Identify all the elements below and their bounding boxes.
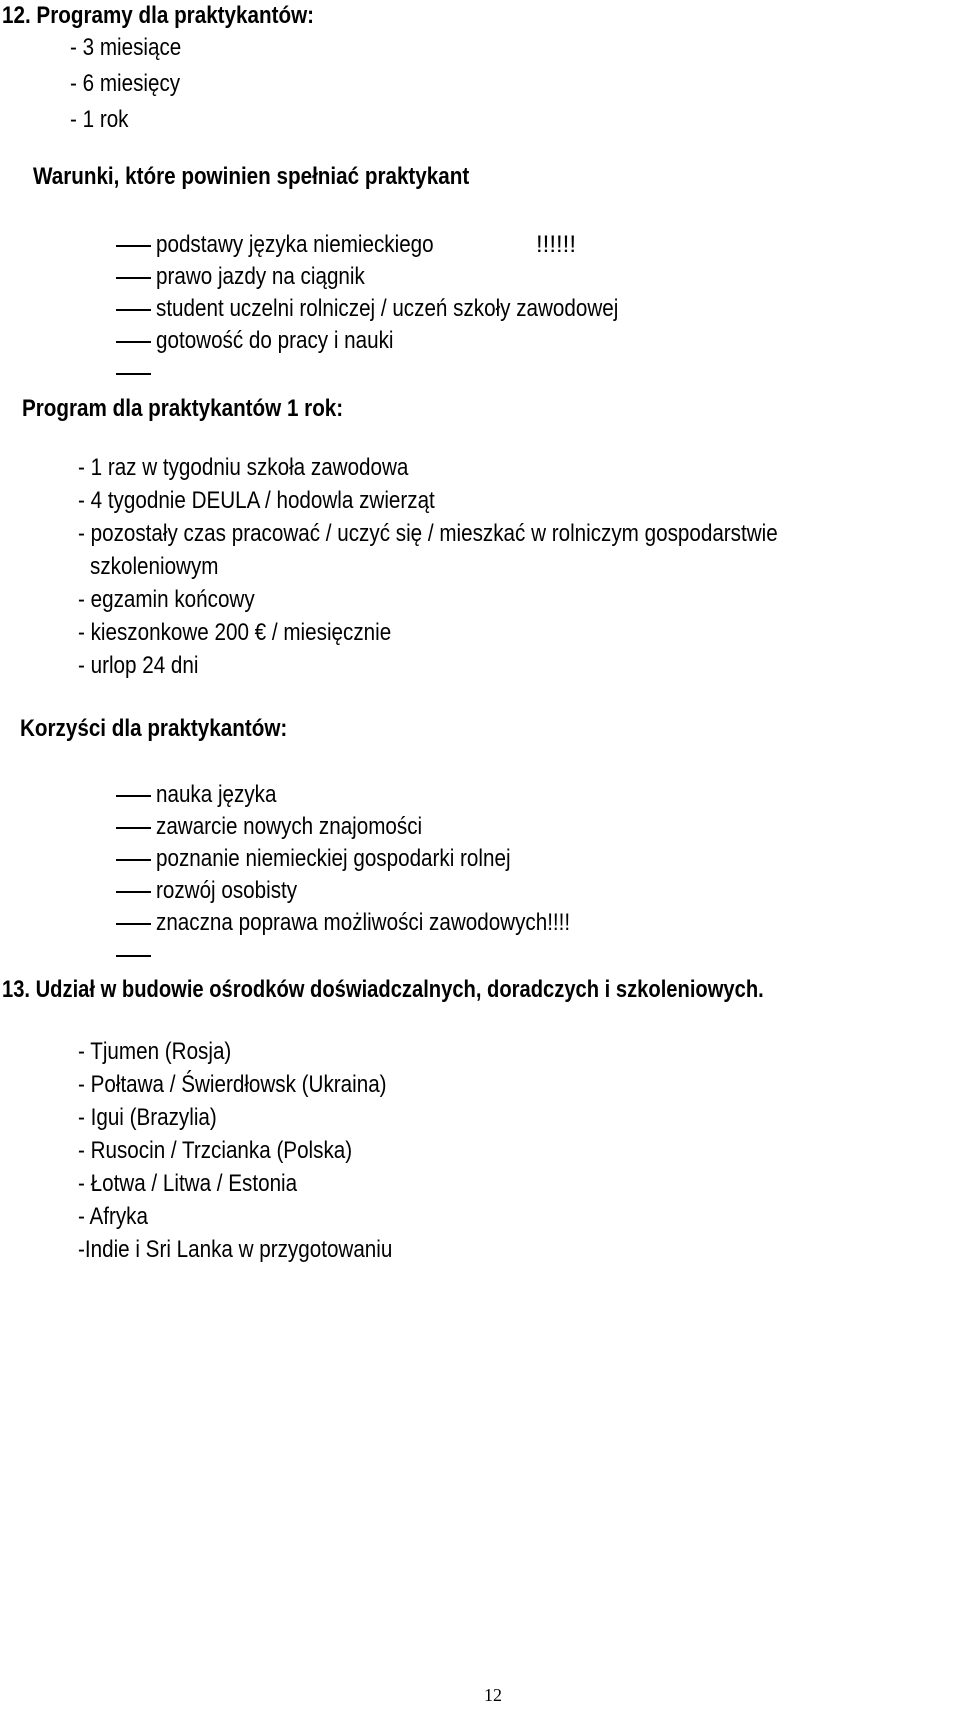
program-heading: Program dla praktykantów 1 rok: <box>22 395 344 422</box>
duration-item: - 6 miesięcy <box>70 70 181 97</box>
conditions-heading: Warunki, które powinien spełniać praktykant <box>33 163 470 190</box>
location-item: -Indie i Sri Lanka w przygotowaniu <box>78 1236 393 1263</box>
benefit-item: znaczna poprawa możliwości zawodowych!!!! <box>156 909 571 936</box>
list-dash <box>116 923 151 925</box>
list-dash <box>116 827 151 829</box>
list-dash <box>116 245 151 247</box>
list-dash <box>116 341 151 343</box>
list-dash <box>116 891 151 893</box>
list-dash <box>116 955 151 957</box>
benefit-item: rozwój osobisty <box>156 877 298 904</box>
location-item: - Tjumen (Rosja) <box>78 1038 232 1065</box>
benefit-item: zawarcie nowych znajomości <box>156 813 423 840</box>
location-item: - Igui (Brazylia) <box>78 1104 217 1131</box>
list-dash <box>116 373 151 375</box>
condition-item: prawo jazdy na ciągnik <box>156 263 365 290</box>
condition-item: podstawy języka niemieckiego <box>156 231 434 258</box>
page-number: 12 <box>484 1685 502 1705</box>
location-item: - Łotwa / Litwa / Estonia <box>78 1170 298 1197</box>
program-item: - 4 tygodnie DEULA / hodowla zwierząt <box>78 487 435 514</box>
duration-item: - 3 miesiące <box>70 34 182 61</box>
section-13-heading: 13. Udział w budowie ośrodków doświadczalnych, doradczych i szkoleniowych. <box>2 976 764 1003</box>
program-item: - 1 raz w tygodniu szkoła zawodowa <box>78 454 409 481</box>
benefits-heading: Korzyści dla praktykantów: <box>20 715 288 742</box>
benefit-item: poznanie niemieckiej gospodarki rolnej <box>156 845 511 872</box>
location-item: - Afryka <box>78 1203 148 1230</box>
list-dash <box>116 795 151 797</box>
program-item: - urlop 24 dni <box>78 652 199 679</box>
condition-item: gotowość do pracy i nauki <box>156 327 394 354</box>
program-item-continuation: szkoleniowym <box>90 553 219 580</box>
program-item: - pozostały czas pracować / uczyć się / mieszkać w rolniczym gospodarstwie <box>78 520 778 547</box>
list-dash <box>116 277 151 279</box>
section-12-heading: 12. Programy dla praktykantów: <box>2 2 315 29</box>
list-dash <box>116 859 151 861</box>
condition-emphasis: !!!!!! <box>536 231 577 258</box>
list-dash <box>116 309 151 311</box>
program-item: - kieszonkowe 200 € / miesięcznie <box>78 619 392 646</box>
location-item: - Połtawa / Świerdłowsk (Ukraina) <box>78 1071 387 1098</box>
location-item: - Rusocin / Trzcianka (Polska) <box>78 1137 353 1164</box>
program-item: - egzamin końcowy <box>78 586 255 613</box>
condition-item: student uczelni rolniczej / uczeń szkoły zawodowej <box>156 295 619 322</box>
benefit-item: nauka języka <box>156 781 277 808</box>
duration-item: - 1 rok <box>70 106 129 133</box>
